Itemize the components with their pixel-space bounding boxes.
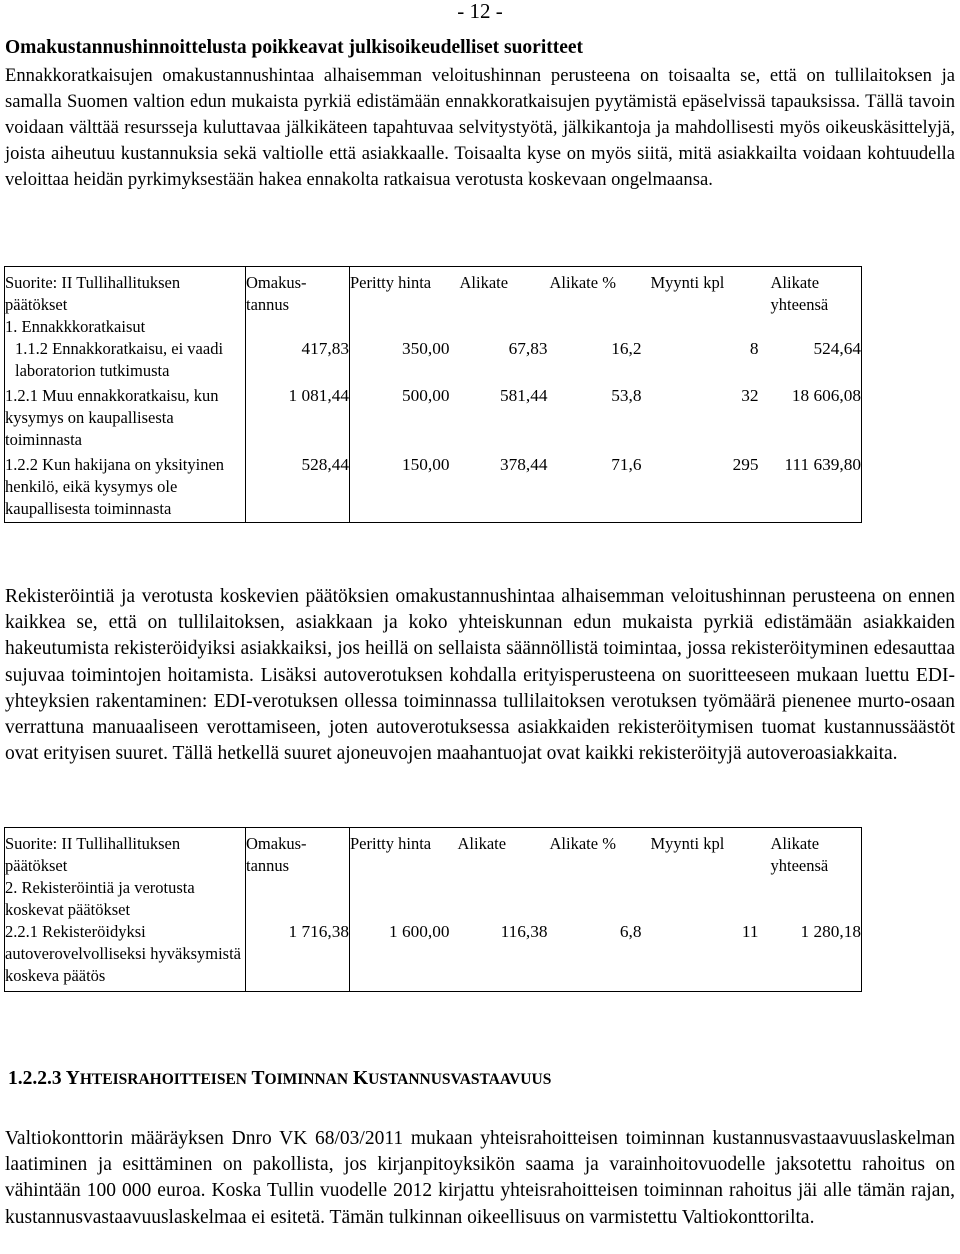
cell-yhteensa: 1 280,18	[759, 921, 862, 992]
header-alikate-pct: Alikate %	[548, 828, 642, 878]
cell-omakustannus: 1 716,38	[246, 921, 350, 992]
table-row	[5, 338, 862, 382]
row-label: 1.1.2 Ennakkoratkaisu, ei vaadi laboratorion tutkimusta	[5, 338, 246, 382]
cell-alikate-pct: 71,6	[548, 454, 642, 523]
cell-yhteensa: 524,64	[759, 338, 862, 382]
cell-myynti: 8	[749, 339, 759, 358]
table-header-row	[5, 828, 862, 878]
subsection-number: 1.2.2.3	[8, 1068, 62, 1089]
paragraph-registration: Rekisteröintiä ja verotusta koskevien päätöksien omakustannushintaa alhaisemman veloitushinnan perusteena on ennen kaikkea se, että on tullilaitoksen, asiakkaan ja koko yhteiskunnan edun mukaista pyrkiä edistämään asiakkaiden hakeutumista rekisteröidyiksi asiakkaiksi, jos heillä on sellaista säännöllistä toimintaa, jossa rekisteröityminen edesauttaa sujuvaa toimintojen hoitamista. Lisäksi autoverotuksen kohdalla erityisperusteena on suoritteeseen mukaan luettu EDI-yhteyksien rakentaminen: EDI-verotuksen ollessa toiminnassa tullilaitoksen verotuksen työmäärä pienenee murto-osaan verrattuna manuaaliseen verottamiseen, joten autoverotuksessa asiakkaiden rekisteröitymisen tuomat kustannussäästöt ovat erityisen suuret. Tällä hetkellä suuret ajoneuvojen maahantuojat ovat kaikki rekisteröityjä autoveroasiakkaita.	[5, 586, 955, 765]
header-alikate-yhteensa: Alikate yhteensä	[759, 828, 862, 878]
paragraph-advance-rulings: Ennakkoratkaisujen omakustannushintaa alhaisemman veloitushinnan perusteena on toisaalta se, että on tullilaitoksen ja samalla Suomen valtion edun mukaista pyrkiä edistämään ennakkoratkaisujen pyytämistä epäselvissä tapauksissa. Tällä tavoin voidaan välttää resursseja kuluttavaa jälkikäteen tapahtuvaa selvitystyötä, jälkikantoja ja mahdollisesti myös oikeuskäsittelyjä, joista aiheutuu kustannuksia sekä valtiolle että asiakkaalle. Toisaalta kyse on myös siitä, mitä asiakkailta voidaan kohtuudella veloittaa heidän pyrkimyksestään hakea ennakolta ratkaisua verotusta koskevaan ongelmaansa.	[5, 65, 955, 190]
row-label: 1.2.1 Muu ennakkoratkaisu, kun kysymys on kaupallisesta toiminnasta	[5, 385, 246, 451]
header-alikate: Alikate	[450, 267, 548, 317]
cell-myynti: 295	[642, 454, 759, 523]
subsection-heading	[8, 1067, 551, 1092]
header-peritty-hinta: Peritty hinta	[350, 267, 450, 317]
header-peritty-hinta: Peritty hinta	[350, 828, 450, 878]
cell-omakustannus: 417,83	[246, 338, 350, 382]
row-label: 2.2.1 Rekisteröidyksi autoverovelvolliseksi hyväksymistä koskeva päätös	[5, 921, 246, 992]
cell-alikate: 67,83	[508, 339, 548, 358]
cell-alikate-pct: 53,8	[611, 386, 642, 405]
table-row	[5, 921, 862, 992]
page-number: - 12 -	[457, 0, 503, 23]
section-label: 1. Ennakkkoratkaisut	[5, 316, 246, 338]
cell-omakustannus: 1 081,44	[246, 385, 350, 451]
cell-alikate: 581,44	[499, 386, 548, 405]
cell-peritty: 1 600,00	[350, 921, 450, 992]
table-header-row	[5, 267, 862, 317]
cell-yhteensa: 18 606,08	[759, 385, 862, 451]
section-heading: Omakustannushinnoittelusta poikkeavat julkisoikeudelliset suoritteet	[5, 37, 584, 58]
header-omakustannus: Omakus-tannus	[246, 828, 350, 878]
table-section-row	[5, 316, 862, 338]
paragraph-co-financing: Valtiokonttorin määräyksen Dnro VK 68/03/2011 mukaan yhteisrahoitteisen toiminnan kustannusvastaavuuslaskelman laatiminen ja esittäminen on pakollista, jos kirjanpitoyksikön saama ja varainhoitovuodelle jaksotettu rahoitus on vähintään 100 000 euroa. Koska Tullin vuodelle 2012 kirjattu yhteisrahoitteisen toiminnan rahoitus jäi alle tämän rajan, kustannusvastaavuuslaskelmaa ei esitetä. Tämän tulkinnan oikeellisuus on varmistettu Valtiokonttorilta.	[5, 1128, 955, 1228]
cell-peritty: 500,00	[401, 386, 450, 405]
registration-decisions-table	[4, 827, 862, 992]
advance-rulings-table	[4, 266, 862, 523]
subsection-title: YHTEISRAHOITTEISEN TOIMINNAN KUSTANNUSVASTAAVUUS	[65, 1068, 552, 1089]
header-suorite: Suorite: II Tullihallituksen päätökset	[5, 267, 246, 317]
table-row	[5, 385, 862, 451]
cell-alikate-pct: 16,2	[611, 339, 642, 358]
cell-peritty: 350,00	[401, 339, 450, 358]
cell-myynti: 11	[642, 921, 759, 992]
section-label: 2. Rekisteröintiä ja verotusta koskevat päätökset	[5, 877, 246, 921]
table-section-row	[5, 877, 862, 921]
header-alikate: Alikate	[450, 828, 548, 878]
header-suorite: Suorite: II Tullihallituksen päätökset	[5, 828, 246, 878]
cell-yhteensa: 111 639,80	[759, 454, 862, 523]
cell-peritty: 150,00	[350, 454, 450, 523]
cell-omakustannus: 528,44	[246, 454, 350, 523]
header-myynti: Myynti kpl	[642, 267, 759, 317]
table-row	[5, 454, 862, 523]
cell-alikate-pct: 6,8	[548, 921, 642, 992]
header-omakustannus: Omakus-tannus	[246, 267, 350, 317]
header-alikate-pct: Alikate %	[548, 267, 642, 317]
header-myynti: Myynti kpl	[642, 828, 759, 878]
cell-alikate: 378,44	[450, 454, 548, 523]
row-label: 1.2.2 Kun hakijana on yksityinen henkilö, eikä kysymys ole kaupallisesta toiminnasta	[5, 454, 246, 523]
cell-myynti: 32	[741, 386, 759, 405]
cell-alikate: 116,38	[450, 921, 548, 992]
header-alikate-yhteensa: Alikate yhteensä	[759, 267, 862, 317]
